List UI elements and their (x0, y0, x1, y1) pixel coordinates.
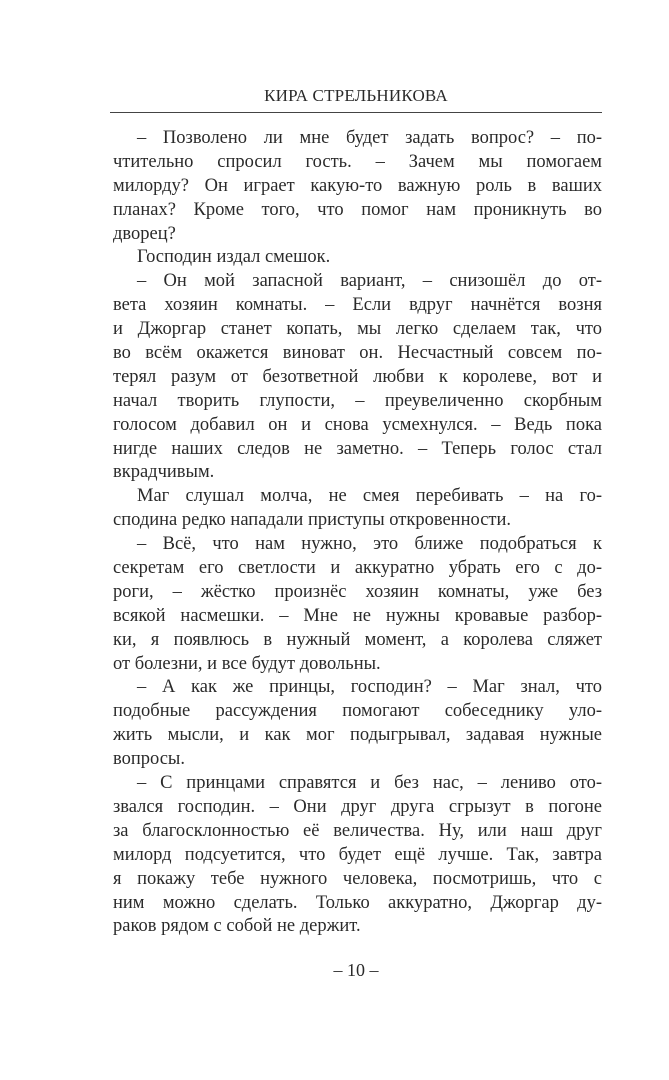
text-line: милорду? Он играет какую-то важную роль в ваших (113, 175, 602, 196)
paragraph (113, 676, 602, 772)
text-line: секретам его светлости и аккуратно убрать его с до- (113, 558, 602, 579)
text-line: начал творить глупости, – преувеличенно скорбным (113, 390, 602, 411)
text-line: всякой насмешки. – Мне не нужны кровавые разбор- (113, 605, 602, 626)
page-number: – 10 – (333, 960, 379, 980)
paragraph (113, 533, 602, 676)
text-line: роги, – жёстко произнёс хозяин комнаты, уже без (113, 581, 602, 602)
paragraph (113, 270, 602, 485)
text-line: нигде наших следов не заметно. – Теперь голос стал (113, 438, 602, 459)
header-rule (110, 112, 602, 113)
text-line: – Он мой запасной вариант, – снизошёл до от- (137, 271, 602, 292)
text-line: от болезни, и все будут довольны. (113, 653, 381, 674)
text-line: чтительно спросил гость. – Зачем мы помогаем (113, 151, 602, 172)
text-line: терял разум от безответной любви к королеве, вот и (113, 366, 602, 387)
text-line: – С принцами справятся и без нас, – лениво ото- (137, 773, 602, 794)
text-line: голосом добавил он и снова усмехнулся. – Ведь пока (113, 414, 602, 435)
text-line: я покажу тебе нужного человека, посмотришь, что с (113, 868, 602, 889)
paragraph (113, 246, 602, 270)
running-head-author: КИРА СТРЕЛЬНИКОВА (264, 86, 448, 105)
text-line: звался господин. – Они друг друга сгрызут в погоне (113, 796, 602, 817)
text-line: сподина редко нападали приступы откровенности. (113, 510, 512, 531)
body-text (113, 127, 602, 939)
text-line: милорд подсуетится, что будет ещё лучше. Так, завтра (113, 844, 602, 865)
text-line: дворец? (113, 223, 176, 244)
text-line: жить мысли, и как мог подыгрывал, задавая нужные (113, 725, 602, 746)
text-line: ки, я появлюсь в нужный момент, а королева сляжет (113, 629, 602, 650)
text-line: вета хозяин комнаты. – Если вдруг начнётся возня (113, 295, 602, 316)
paragraph (113, 127, 602, 246)
text-line: подобные рассуждения помогают собеседнику уло- (113, 701, 602, 722)
text-line: – Всё, что нам нужно, это ближе подобраться к (137, 534, 602, 555)
text-line: – А как же принцы, господин? – Маг знал, что (137, 677, 602, 698)
paragraph (113, 485, 602, 533)
text-line: и Джоргар станет копать, мы легко сделаем так, что (113, 319, 602, 340)
text-line: Маг слушал молча, не смея перебивать – на го- (137, 486, 602, 507)
text-line: Господин издал смешок. (137, 247, 331, 268)
text-line: ним можно сделать. Только аккуратно, Джоргар ду- (113, 892, 602, 913)
text-line: вкрадчивым. (113, 462, 215, 483)
text-line: – Позволено ли мне будет задать вопрос? – по- (137, 128, 602, 148)
text-line: раков рядом с собой не держит. (113, 916, 361, 937)
paragraph (113, 772, 602, 939)
text-line: вопросы. (113, 749, 185, 770)
text-line: во всём окажется виноват он. Несчастный совсем по- (113, 343, 602, 364)
text-line: планах? Кроме того, что помог нам проникнуть во (113, 199, 602, 220)
text-line: за благосклонностью её величества. Ну, или наш друг (113, 820, 602, 841)
